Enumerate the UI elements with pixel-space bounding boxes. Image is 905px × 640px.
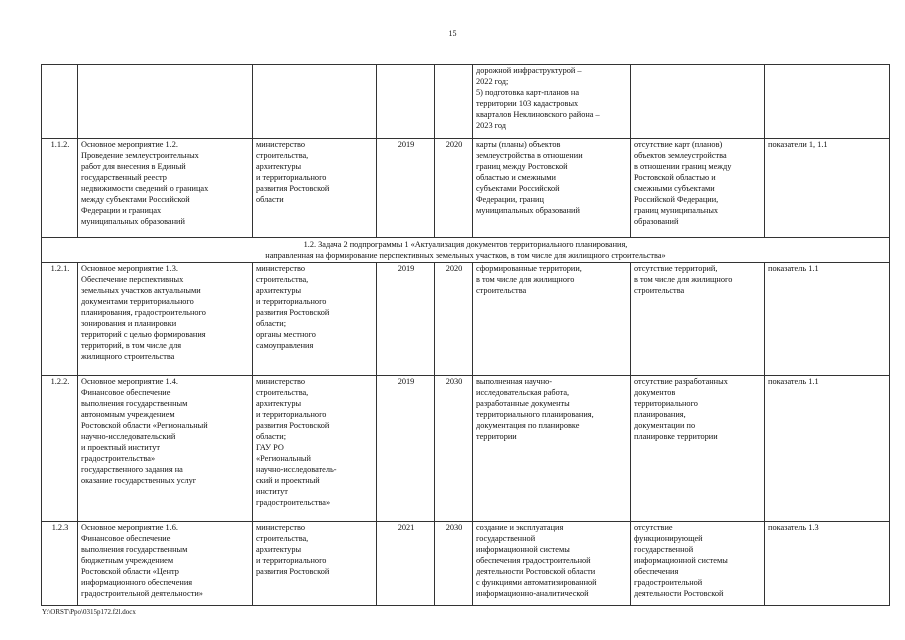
cell-indicator: показатель 1.3 xyxy=(765,522,890,606)
table-row xyxy=(42,522,890,606)
cell-indicator: показатель 1.1 xyxy=(765,263,890,376)
cell-end: 2030 xyxy=(435,376,473,522)
cell-name xyxy=(78,65,253,139)
cell-num: 1.1.2. xyxy=(42,139,78,238)
cell-indicator xyxy=(765,65,890,139)
cell-result: карты (планы) объектов землеустройства в отношении границ между Ростовской областью и смежными субъектами Российской Федерации, границ муниципальных образований xyxy=(473,139,631,238)
cell-consequence xyxy=(631,65,765,139)
cell-num: 1.2.2. xyxy=(42,376,78,522)
cell-executor xyxy=(253,65,377,139)
program-table xyxy=(41,64,890,606)
page-number: 15 xyxy=(448,29,457,38)
cell-executor: министерство строительства, архитектуры и территориального развития Ростовской области xyxy=(253,139,377,238)
cell-executor: министерство строительства, архитектуры и территориального развития Ростовской области; ГАУ РО «Региональный научно-исследователь- ский и проектный институт градостроительства» xyxy=(253,376,377,522)
cell-start: 2019 xyxy=(377,263,435,376)
cell-name: Основное мероприятие 1.3. Обеспечение перспективных земельных участков актуальными документами территориального планирования, градостроительного зонирования и планировки территорий с целью формирования территорий, в том числе для жилищного строительства xyxy=(78,263,253,376)
cell-indicator: показатель 1.1 xyxy=(765,376,890,522)
table-row xyxy=(42,65,890,139)
cell-executor: министерство строительства, архитектуры и территориального развития Ростовской xyxy=(253,522,377,606)
cell-end: 2020 xyxy=(435,139,473,238)
table-row xyxy=(42,139,890,238)
cell-name: Основное мероприятие 1.2. Проведение землеустроительных работ для внесения в Единый государственный реестр недвижимости сведений о границах между субъектами Российской Федерации и границах муниципальных образований xyxy=(78,139,253,238)
cell-result: выполненная научно- исследовательская работа, разработанные документы территориального планирования, документация по планировке территории xyxy=(473,376,631,522)
cell-consequence: отсутствие территорий, в том числе для жилищного строительства xyxy=(631,263,765,376)
cell-start: 2021 xyxy=(377,522,435,606)
table-row xyxy=(42,263,890,376)
task-header-row xyxy=(42,238,890,263)
cell-consequence: отсутствие функционирующей государственной информационной системы обеспечения градостроительной деятельности Ростовской xyxy=(631,522,765,606)
cell-consequence: отсутствие карт (планов) объектов землеустройства в отношении границ между Ростовской областью и смежными субъектами Российской Федерации, границ муниципальных образований xyxy=(631,139,765,238)
cell-end xyxy=(435,65,473,139)
cell-result: дорожной инфраструктурой – 2022 год; 5) подготовка карт-планов на территории 103 кадастровых кварталов Неклиновского района – 2023 год xyxy=(473,65,631,139)
cell-end: 2020 xyxy=(435,263,473,376)
cell-name: Основное мероприятие 1.4. Финансовое обеспечение выполнения государственным автономным учреждением Ростовской области «Региональный научно-исследовательский и проектный институт градостроительства» государственного задания на оказание государственных услуг xyxy=(78,376,253,522)
cell-end: 2030 xyxy=(435,522,473,606)
cell-num xyxy=(42,65,78,139)
cell-num: 1.2.1. xyxy=(42,263,78,376)
task-header: 1.2. Задача 2 подпрограммы 1 «Актуализация документов территориального планирования, направленная на формирование перспективных земельных участков, в том числе для жилищного строительства» xyxy=(42,238,890,263)
cell-name: Основное мероприятие 1.6. Финансовое обеспечение выполнения государственным бюджетным учреждением Ростовской области «Центр информационного обеспечения градостроительной деятельности» xyxy=(78,522,253,606)
cell-consequence: отсутствие разработанных документов территориального планирования, документации по планировке территории xyxy=(631,376,765,522)
table-row xyxy=(42,376,890,522)
cell-result: создание и эксплуатация государственной информационной системы обеспечения градостроительной деятельности Ростовской области с функциями автоматизированной информационно-аналитической xyxy=(473,522,631,606)
cell-indicator: показатели 1, 1.1 xyxy=(765,139,890,238)
footer-file-path: Y:\ORST\Ppo\0315p172.f2l.docx xyxy=(42,608,136,616)
cell-start: 2019 xyxy=(377,139,435,238)
cell-result: сформированные территории, в том числе для жилищного строительства xyxy=(473,263,631,376)
cell-start: 2019 xyxy=(377,376,435,522)
cell-executor: министерство строительства, архитектуры и территориального развития Ростовской области; органы местного самоуправления xyxy=(253,263,377,376)
cell-start xyxy=(377,65,435,139)
cell-num: 1.2.3 xyxy=(42,522,78,606)
